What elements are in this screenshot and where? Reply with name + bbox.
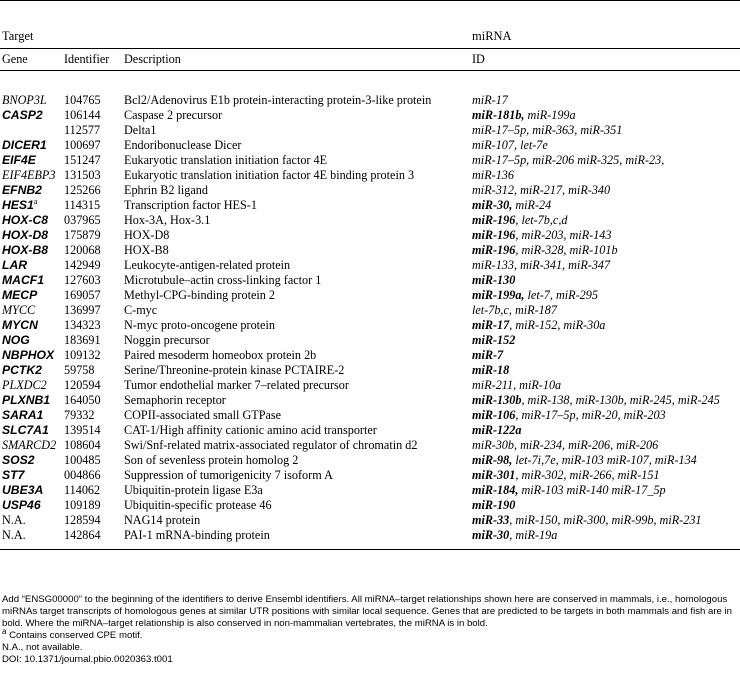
gene-cell [0,378,62,393]
top-rule [0,0,740,1]
column-header-description: Description [122,49,470,71]
mirna-text: miR-211, miR-10a [472,378,562,392]
mirna-text: miR-17–5p, miR-363, miR-351 [472,123,623,137]
identifier-cell: 59758 [64,363,95,377]
identifier-cell: 79332 [64,408,95,422]
gene-name: ST7 [2,468,25,482]
gene-cell [0,228,62,243]
gene-name: CASP2 [2,108,43,122]
mirna-cell [470,378,740,393]
table-row [0,303,740,318]
table-row [0,408,740,423]
gene-name: EIF4E [2,153,36,167]
identifier-cell: 114315 [64,198,101,212]
gene-name: MECP [2,288,38,302]
table-row [0,168,740,183]
table-row [0,288,740,303]
identifier-cell: 139514 [64,423,101,437]
table-row [0,498,740,513]
mirna-text: let-7b,c, miR-187 [472,303,557,317]
mirna-conserved: miR-184, [472,483,519,497]
group-header-row [0,24,740,49]
gene-cell [0,453,62,468]
mirna-text: , miR-328, miR-101b [515,243,618,257]
identifier-cell: 142949 [64,258,101,272]
gene-cell [0,273,62,288]
note-footnote [2,626,738,642]
table-row [0,138,740,153]
description-cell: Serine/Threonine-protein kinase PCTAIRE-2 [124,363,345,377]
mirna-text: let-7i,7e, miR-103 miR-107, miR-134 [512,453,697,467]
table-row [0,273,740,288]
group-header-mirna: miRNA [472,29,512,43]
mirna-cell [470,153,740,168]
mirna-conserved: miR-196 [472,213,516,227]
description-cell: Paired mesoderm homeobox protein 2b [124,348,317,362]
description-cell: Leukocyte-antigen-related protein [124,258,291,272]
mirna-cell [470,513,740,528]
group-header-target: Target [2,29,34,43]
description-cell: Suppression of tumorigenicity 7 isoform A [124,468,333,482]
table-notes [0,594,738,666]
mirna-conserved: miR-30, [472,198,513,212]
mirna-cell [470,468,740,483]
description-cell: Methyl-CPG-binding protein 2 [124,288,275,302]
mirna-cell [470,528,740,550]
mirna-conserved: miR-30 [472,528,510,542]
gene-cell [0,498,62,513]
table-row [0,183,740,198]
mirna-cell [470,243,740,258]
description-cell: Ubiquitin-protein ligase E3a [124,483,263,497]
table-row [0,243,740,258]
description-cell: Swi/Snf-related matrix-associated regulator of chromatin d2 [124,438,418,452]
note-main: Add “ENSG00000” to the beginning of the identifiers to derive Ensembl identifiers. All miRNA–target relationships shown here are conserved in mammals, i.e., homologous miRNAs target transcripts of homologous genes at similar UTR positions with similar local sequence. Genes that are predicted to be targets in both mammals and fish are in bold. Where the miRNA–target relationship is also conserved in non-mammalian vertebrates, the miRNA is in bold. [2,594,732,629]
mirna-conserved: miR-98, [472,453,513,467]
description-cell: Tumor endothelial marker 7–related precursor [124,378,349,392]
description-cell: Son of sevenless protein homolog 2 [124,453,299,467]
identifier-cell: 127603 [64,273,101,287]
table-row [0,333,740,348]
identifier-cell: 037965 [64,213,101,227]
mirna-cell [470,408,740,423]
gene-cell [0,183,62,198]
identifier-cell: 142864 [62,528,122,550]
identifier-cell: 120068 [64,243,101,257]
gene-cell [0,303,62,318]
gene-name: UBE3A [2,483,44,497]
mirna-conserved: miR-33 [472,513,510,527]
mirna-cell [470,363,740,378]
gene-name: MACF1 [2,273,44,287]
description-cell: HOX-B8 [124,243,169,257]
mirna-cell [470,498,740,513]
table-row [0,348,740,363]
description-cell: Noggin precursor [124,333,210,347]
gene-cell [0,393,62,408]
mirna-text: miR-136 [472,168,514,182]
table-row [0,393,740,408]
gene-name: PLXDC2 [2,378,47,392]
gene-name: N.A. [2,513,26,527]
table-row [0,363,740,378]
table-row [0,513,740,528]
description-cell: C-myc [124,303,158,317]
description-cell: Eukaryotic translation initiation factor 4E binding protein 3 [124,168,415,182]
identifier-cell: 151247 [64,153,101,167]
identifier-cell: 104765 [64,93,101,107]
table-row [0,423,740,438]
mirna-text: , miR-302, miR-266, miR-151 [515,468,660,482]
footnote-marker: a [2,626,7,636]
gene-cell [0,258,62,273]
gene-cell [0,318,62,333]
mirna-text: , miR-203, miR-143 [515,228,612,242]
description-cell: Eukaryotic translation initiation factor 4E [124,153,328,167]
column-header-identifier: Identifier [62,49,122,71]
gene-cell [0,93,62,108]
mirna-conserved: miR-17 [472,318,510,332]
gene-name: MYCC [2,303,36,317]
mirna-text: miR-24 [512,198,552,212]
mirna-conserved: miR-301 [472,468,516,482]
identifier-cell: 169057 [64,288,101,302]
gene-name: LAR [2,258,28,272]
mirna-cell [470,183,740,198]
column-header-id: ID [470,49,740,71]
gene-name: HOX-D8 [2,228,49,242]
description-cell: Transcription factor HES-1 [124,198,257,212]
mirna-cell [470,108,740,123]
mirna-text: let-7, miR-295 [524,288,598,302]
identifier-cell: 112577 [64,123,101,137]
identifier-cell: 106144 [64,108,101,122]
identifier-cell: 134323 [64,318,101,332]
mirna-conserved: miR-130b [472,393,522,407]
mirna-cell [470,273,740,288]
gene-name: MYCN [2,318,38,332]
gene-cell [0,438,62,453]
gene-cell [0,168,62,183]
gene-cell [0,138,62,153]
gene-name: EIF4EBP3 [2,168,56,182]
spacer-row [0,71,740,94]
description-cell: Microtubule–actin cross-linking factor 1 [124,273,322,287]
mirna-cell [470,303,740,318]
description-cell: NAG14 protein [124,513,201,527]
table-row [0,528,740,550]
gene-cell [0,468,62,483]
description-cell: Endoribonuclease Dicer [124,138,242,152]
mirna-cell [470,213,740,228]
table-row [0,198,740,213]
identifier-cell: 120594 [64,378,101,392]
gene-footnote-marker: a [33,196,38,206]
gene-cell [0,408,62,423]
gene-name: BNOP3L [2,93,47,107]
description-cell: Semaphorin receptor [124,393,226,407]
description-cell: Ubiquitin-specific protease 46 [124,498,272,512]
mirna-text: , let-7b,c,d [515,213,568,227]
mirna-cell [470,258,740,273]
mirna-target-table [0,24,740,550]
mirna-cell [470,168,740,183]
mirna-text: , miR-19a [509,528,558,542]
mirna-cell [470,333,740,348]
table-row [0,453,740,468]
identifier-cell: 109189 [64,498,101,512]
description-cell: HOX-D8 [124,228,170,242]
table-row [0,228,740,243]
mirna-cell [470,438,740,453]
identifier-cell: 109132 [64,348,101,362]
mirna-text: miR-133, miR-341, miR-347 [472,258,611,272]
gene-name: SARA1 [2,408,44,422]
mirna-conserved: miR-7 [472,348,504,362]
gene-cell [0,153,62,168]
mirna-text: miR-17–5p, miR-206 miR-325, miR-23, [472,153,665,167]
column-header-row [0,49,740,71]
gene-cell [0,123,62,138]
mirna-cell [470,198,740,213]
mirna-text: miR-312, miR-217, miR-340 [472,183,611,197]
gene-name: NBPHOX [2,348,55,362]
gene-cell [0,513,62,528]
mirna-cell [470,318,740,333]
description-cell: COPII-associated small GTPase [124,408,282,422]
table-row [0,153,740,168]
gene-name: SLC7A1 [2,423,49,437]
mirna-conserved: miR-18 [472,363,510,377]
mirna-conserved: miR-196 [472,243,516,257]
mirna-text: , miR-152, miR-30a [509,318,606,332]
mirna-conserved: miR-106 [472,408,516,422]
identifier-cell: 108604 [64,438,101,452]
identifier-cell: 125266 [64,183,101,197]
gene-name: SMARCD2 [2,438,57,452]
gene-name: N.A. [2,528,26,542]
mirna-text: , miR-17–5p, miR-20, miR-203 [515,408,666,422]
gene-cell [0,213,62,228]
mirna-text: miR-107, let-7e [472,138,548,152]
table-row [0,93,740,108]
gene-name: HES1 [2,198,34,212]
description-cell: Delta1 [124,123,157,137]
table-row [0,258,740,273]
mirna-cell [470,453,740,468]
gene-cell [0,243,62,258]
table-body [0,71,740,550]
mirna-conserved: miR-196 [472,228,516,242]
identifier-cell: 100485 [64,453,101,467]
description-cell: Hox-3A, Hox-3.1 [124,213,211,227]
table-row [0,378,740,393]
mirna-cell [470,93,740,108]
mirna-cell [470,123,740,138]
mirna-text: , miR-150, miR-300, miR-99b, miR-231 [509,513,702,527]
gene-cell [0,363,62,378]
mirna-cell [470,138,740,153]
description-cell: Bcl2/Adenovirus E1b protein-interacting protein-3-like protein [124,93,432,107]
mirna-cell [470,483,740,498]
mirna-conserved: miR-181b, [472,108,525,122]
mirna-conserved: miR-130 [472,273,516,287]
mirna-cell [470,288,740,303]
gene-name: USP46 [2,498,41,512]
gene-cell [0,528,62,550]
note-doi: DOI: 10.1371/journal.pbio.0020363.t001 [2,654,173,665]
column-header-gene: Gene [0,49,62,71]
table-row [0,108,740,123]
gene-name: EFNB2 [2,183,42,197]
mirna-text: miR-103 miR-140 miR-17_5p [518,483,666,497]
gene-cell [0,483,62,498]
mirna-cell [470,393,740,408]
identifier-cell: 100697 [64,138,101,152]
identifier-cell: 183691 [64,333,101,347]
gene-cell [0,288,62,303]
mirna-cell [470,423,740,438]
mirna-text: miR-199a [524,108,576,122]
identifier-cell: 136997 [64,303,101,317]
table-row [0,438,740,453]
footnote-text: Contains conserved CPE motif. [6,630,143,641]
identifier-cell: 164050 [64,393,101,407]
gene-name: DICER1 [2,138,47,152]
mirna-cell [470,228,740,243]
gene-name: HOX-C8 [2,213,49,227]
mirna-conserved: miR-152 [472,333,516,347]
gene-name: PCTK2 [2,363,42,377]
description-cell: N-myc proto-oncogene protein [124,318,275,332]
gene-name: PLXNB1 [2,393,51,407]
mirna-conserved: miR-199a, [472,288,525,302]
identifier-cell: 128594 [64,513,101,527]
mirna-text: miR-17 [472,93,508,107]
identifier-cell: 114062 [64,483,101,497]
table-row [0,213,740,228]
description-cell: PAI-1 mRNA-binding protein [122,528,470,550]
mirna-conserved: miR-122a [472,423,522,437]
gene-cell [0,108,62,123]
note-na: N.A., not available. [2,642,83,653]
mirna-text: , miR-138, miR-130b, miR-245, miR-245 [521,393,720,407]
table-row [0,483,740,498]
gene-cell [0,198,62,213]
mirna-text: miR-30b, miR-234, miR-206, miR-206 [472,438,659,452]
mirna-cell [470,348,740,363]
description-cell: Caspase 2 precursor [124,108,223,122]
gene-name: NOG [2,333,30,347]
table-row [0,123,740,138]
description-cell: Ephrin B2 ligand [124,183,208,197]
gene-cell [0,423,62,438]
table-row [0,468,740,483]
description-cell: CAT-1/High affinity cationic amino acid transporter [124,423,377,437]
table-row [0,318,740,333]
identifier-cell: 175879 [64,228,101,242]
gene-cell [0,348,62,363]
gene-cell [0,333,62,348]
identifier-cell: 004866 [64,468,101,482]
mirna-conserved: miR-190 [472,498,516,512]
gene-name: HOX-B8 [2,243,49,257]
identifier-cell: 131503 [64,168,101,182]
gene-name: SOS2 [2,453,35,467]
